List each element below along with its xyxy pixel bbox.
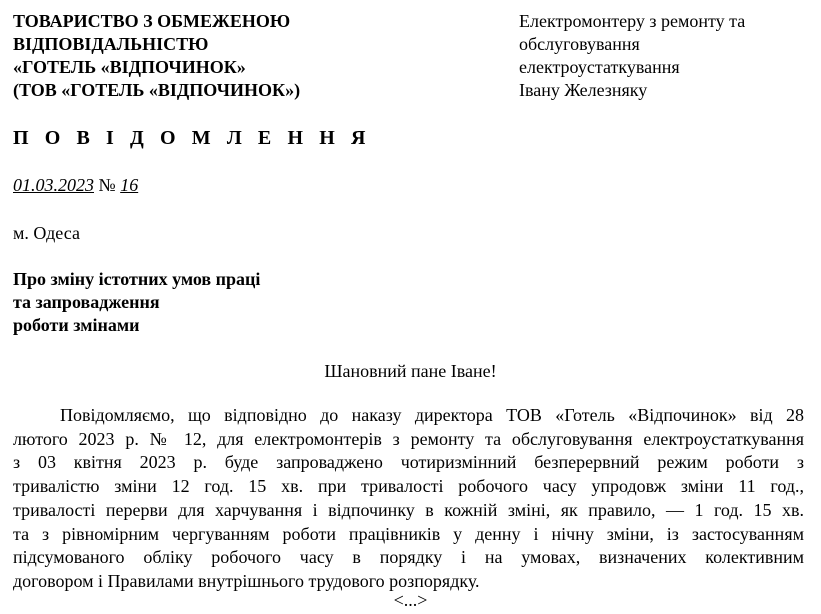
body-line: лютого 2023 р. № 12, для електромонтерів з ремонту та обслуговування електроустаткування [13, 428, 804, 449]
organization-name-block [13, 10, 453, 102]
document-date: 01.03.2023 [13, 175, 94, 195]
subject-line: та запровадження [13, 292, 160, 312]
document-type-title: П О В І Д О М Л Е Н Н Я [13, 127, 372, 149]
organization-name-line: «ГОТЕЛЬ «ВІДПОЧИНОК» [13, 57, 246, 77]
addressee-line: електроустаткування [519, 57, 680, 77]
subject-heading [13, 268, 260, 337]
subject-line: Про зміну істотних умов праці [13, 269, 261, 289]
document-number: 16 [120, 175, 139, 195]
city: м. Одеса [13, 223, 80, 243]
body-line: тривалістю зміни 12 год. 15 хв. при тривалості робочого часу упродовж зміни 11 год., [13, 476, 804, 497]
body-line: договором і Правилами внутрішнього трудового розпорядку. [13, 570, 480, 591]
body-line: Повідомляємо, що відповідно до наказу директора ТОВ «Готель «Відпочинок» від 28 [60, 405, 804, 425]
addressee-line: Електромонтеру з ремонту та [519, 11, 746, 31]
organization-name-line: ТОВАРИСТВО З ОБМЕЖЕНОЮ [13, 11, 291, 31]
body-line: та з рівномірним чергуванням роботи працівників у денну і нічну зміни, із застосуванням [13, 523, 804, 544]
body-paragraph [13, 404, 804, 594]
addressee-line: Івану Железняку [519, 80, 648, 100]
body-line: підсумованого обліку робочого часу в порядку і на умовах, визначених колективним [13, 547, 804, 568]
addressee-line: обслуговування [519, 34, 640, 54]
omission-marker: <...> [393, 590, 428, 610]
document-date-number [13, 175, 138, 196]
addressee-block [519, 10, 819, 102]
number-sign: № [98, 175, 116, 195]
organization-name-line: ВІДПОВІДАЛЬНІСТЮ [13, 34, 209, 54]
subject-line: роботи змінами [13, 315, 140, 335]
body-line: з 03 квітня 2023 р. буде запроваджено чотиризмінний безперервний режим роботи з [13, 452, 804, 473]
body-line: тривалості перерви для харчування і відпочинку в кожній зміні, як правило, — 1 год. 15 хв. [13, 499, 804, 520]
organization-name-line: (ТОВ «ГОТЕЛЬ «ВІДПОЧИНОК») [13, 80, 301, 100]
greeting: Шановний пане Іване! [324, 361, 497, 381]
